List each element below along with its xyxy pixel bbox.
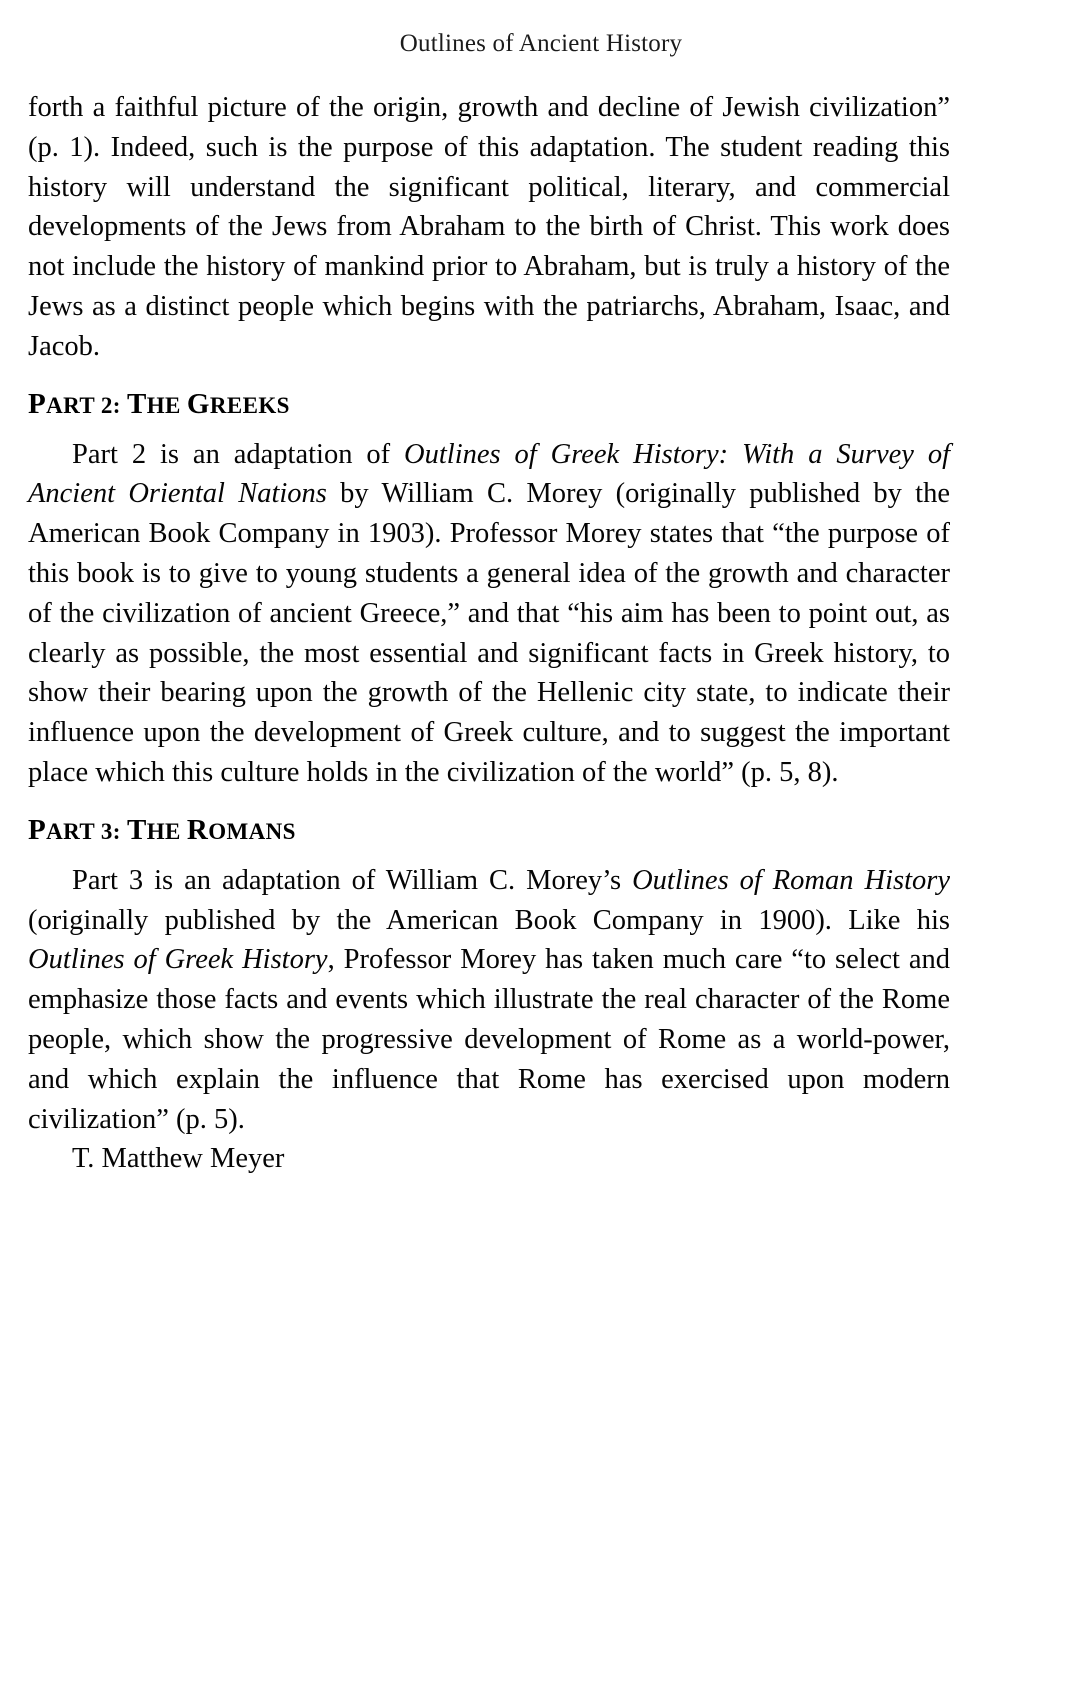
book-title-greek-history-full: Outlines of Greek History: With a Survey of Ancient Oriental Nations <box>28 438 951 510</box>
paragraph-part-3-segment-3: , Professor Morey has taken much care “to select and emphasize those facts and events which illustrate the real character of the Rome people, which show the progressive development of Rome as a world-power, and which explain the influence that Rome has exercised upon modern civilization” (p. 5). <box>28 944 950 1135</box>
heading-part-2-cap-g: G <box>186 387 210 420</box>
paragraph-part-2-segment-1: Part 2 is an adaptation of <box>72 438 405 470</box>
book-title-greek-history-short: Outlines of Greek History <box>28 944 328 976</box>
heading-part-3-cap-r: R <box>186 813 209 846</box>
heading-part-2-reeks: REEKS <box>209 392 290 418</box>
heading-part-2-he: HE <box>146 392 181 418</box>
heading-part-3-number: 3: <box>94 818 127 844</box>
heading-part-3-art: ART <box>46 818 95 844</box>
paragraph-part-3-segment-1: Part 3 is an adaptation of William C. Morey’s <box>72 864 633 896</box>
heading-part-3 <box>28 815 950 847</box>
book-title-roman-history: Outlines of Roman History <box>632 864 950 896</box>
paragraph-part-2-segment-2: by William C. Morey (originally published by the American Book Company in 1903). Professor Morey states that “the purpose of this book is to give to young students a general idea of the growth and character of the civilization of ancient Greece,” and that “his aim has been to point out, as clearly as possible, the most essential and significant facts in Greek history, to show their bearing upon the growth of the Hellenic city state, to indicate their influence upon the development of Greek culture, and to suggest the important place which this culture holds in the civilization of the world” (p. 5, 8). <box>28 478 950 788</box>
heading-part-2-cap-p: P <box>28 387 47 420</box>
heading-part-3-cap-p: P <box>28 813 47 846</box>
paragraph-continuation: forth a faithful picture of the origin, growth and decline of Jewish civilization” (p. 1). Indeed, such is the purpose of this adaptation. The student reading this history will understand the significant political, literary, and commercial developments of the Jews from Abraham to the birth of Christ. This work does not include the history of mankind prior to Abraham, but is truly a history of the Jews as a distinct people which begins with the patriarchs, Abraham, Isaac, and Jacob. <box>28 92 950 362</box>
paragraph-part-3-segment-2: (originally published by the American Book Company in 1900). Like his <box>28 904 950 936</box>
running-header: Outlines of Ancient History <box>399 30 683 57</box>
heading-part-3-he: HE <box>146 818 181 844</box>
heading-part-3-omans: OMANS <box>208 818 296 844</box>
text-column <box>28 88 950 1179</box>
heading-part-2-art: ART <box>46 392 95 418</box>
paragraph-part-2 <box>28 435 950 793</box>
author-signature: T. Matthew Meyer <box>72 1143 285 1175</box>
heading-part-2 <box>28 389 950 421</box>
heading-part-2-number: 2: <box>94 392 127 418</box>
heading-part-3-cap-t: T <box>126 813 147 846</box>
paragraph-part-3 <box>28 861 950 1140</box>
heading-part-2-cap-t: T <box>126 387 147 420</box>
